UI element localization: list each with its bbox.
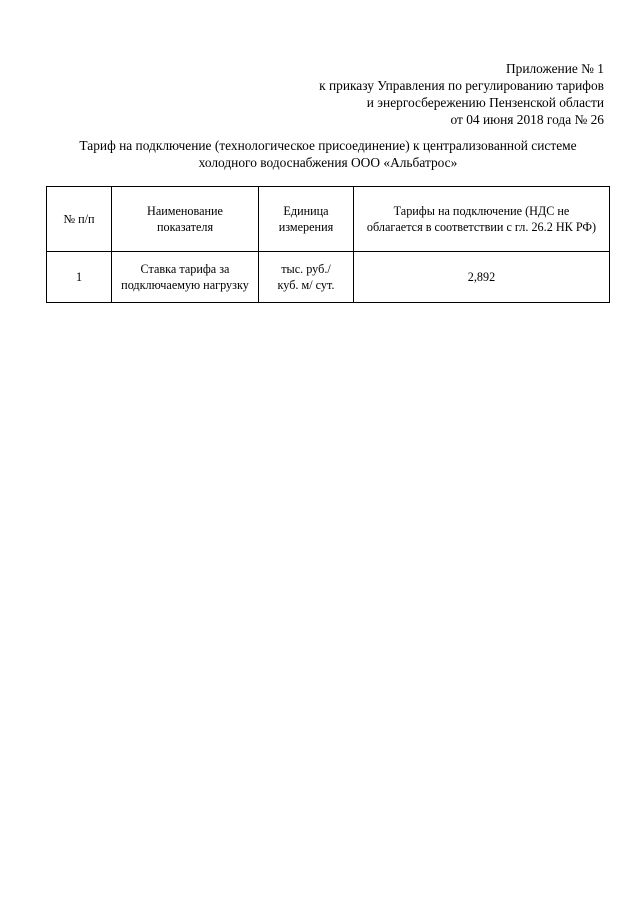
header-name-line-2: показателя bbox=[156, 220, 214, 234]
cell-name-line-2: подключаемую нагрузку bbox=[121, 278, 249, 292]
appendix-order-line: к приказу Управления по регулированию тарифов bbox=[319, 78, 604, 93]
header-unit-line-2: измерения bbox=[278, 220, 334, 234]
document-title-line-1: Тариф на подключение (технологическое присоединение) к централизованной системе bbox=[79, 138, 577, 153]
cell-num bbox=[47, 252, 112, 303]
tariff-table bbox=[46, 186, 610, 303]
appendix-number: Приложение № 1 bbox=[505, 61, 604, 76]
appendix-block bbox=[204, 60, 604, 128]
header-rate bbox=[354, 187, 610, 252]
table-row bbox=[47, 252, 610, 303]
cell-unit bbox=[259, 252, 354, 303]
cell-name-line-1: Ставка тарифа за bbox=[140, 262, 230, 276]
cell-rate bbox=[354, 252, 610, 303]
cell-rate-value: 2,892 bbox=[467, 270, 496, 284]
table-header-row bbox=[47, 187, 610, 252]
header-name bbox=[112, 187, 259, 252]
cell-name bbox=[112, 252, 259, 303]
appendix-date-line: от 04 июня 2018 года № 26 bbox=[450, 112, 604, 127]
header-num-label: № п/п bbox=[63, 212, 95, 226]
header-name-line-1: Наименование bbox=[147, 204, 223, 218]
appendix-authority-line: и энергосбережению Пензенской области bbox=[366, 95, 604, 110]
header-rate-line-1: Тарифы на подключение (НДС не bbox=[393, 204, 570, 218]
header-unit bbox=[259, 187, 354, 252]
header-unit-line-1: Единица bbox=[283, 204, 329, 218]
cell-unit-line-1: тыс. руб./ bbox=[281, 262, 331, 276]
header-rate-line-2: облагается в соответствии с гл. 26.2 НК РФ) bbox=[366, 220, 597, 234]
document-title-line-2: холодного водоснабжения ООО «Альбатрос» bbox=[198, 155, 458, 170]
cell-num-value: 1 bbox=[75, 270, 83, 284]
document-title bbox=[40, 137, 616, 171]
header-num bbox=[47, 187, 112, 252]
cell-unit-line-2: куб. м/ сут. bbox=[277, 278, 335, 292]
